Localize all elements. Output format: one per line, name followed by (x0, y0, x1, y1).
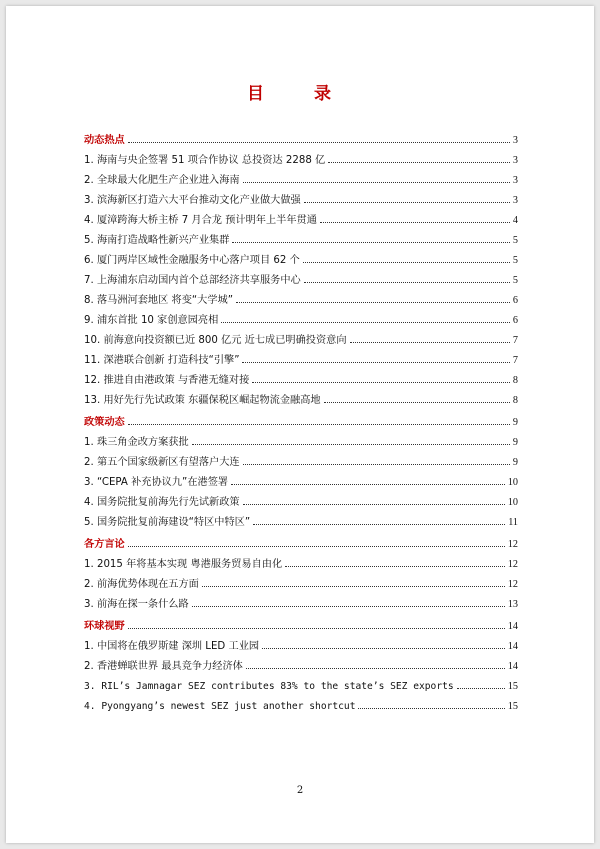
toc-entry-label: 1. 海南与央企签署 51 项合作协议 总投资达 2288 亿 (84, 155, 326, 166)
toc-entry[interactable] (84, 226, 518, 246)
dot-leader (246, 668, 505, 669)
dot-leader (285, 566, 505, 567)
toc-entry-page: 6 (512, 315, 518, 326)
toc-entry-label: 动态热点 (84, 135, 125, 146)
dot-leader (243, 464, 510, 465)
toc-entry[interactable] (84, 146, 518, 166)
toc-entry-label: 4. 国务院批复前海先行先试新政策 (84, 497, 240, 508)
toc-entry[interactable] (84, 488, 518, 508)
dot-leader (242, 362, 509, 363)
toc-entry[interactable] (84, 570, 518, 590)
dot-leader (231, 484, 505, 485)
toc-entry[interactable] (84, 448, 518, 468)
toc-entry-label: 12. 推进自由港政策 与香港无缝对接 (84, 375, 250, 386)
toc-entry[interactable] (84, 286, 518, 306)
table-of-contents (84, 124, 518, 712)
toc-entry[interactable] (84, 326, 518, 346)
toc-entry-page: 9 (512, 457, 518, 468)
page-number: 2 (296, 785, 304, 796)
toc-entry[interactable] (84, 428, 518, 448)
toc-entry-page: 11 (508, 517, 518, 528)
toc-entry[interactable] (84, 632, 518, 652)
dot-leader (128, 546, 505, 547)
toc-entry[interactable] (84, 508, 518, 528)
dot-leader (253, 524, 505, 525)
toc-entry-page: 14 (507, 661, 518, 672)
toc-entry-label: 政策动态 (84, 417, 125, 428)
toc-entry[interactable] (84, 206, 518, 226)
dot-leader (304, 282, 510, 283)
toc-entry-page: 3 (512, 135, 518, 146)
toc-entry-page: 10 (507, 477, 518, 488)
document-page (6, 6, 594, 843)
dot-leader (350, 342, 510, 343)
dot-leader (358, 708, 504, 709)
toc-entry-page: 15 (507, 681, 518, 692)
toc-entry-page: 8 (512, 395, 518, 406)
toc-entry-label: 1. 2015 年将基本实现 粤港服务贸易自由化 (84, 559, 283, 570)
toc-section-heading[interactable] (84, 530, 518, 550)
toc-entry-page: 12 (507, 539, 518, 550)
dot-leader (243, 504, 505, 505)
toc-entry-page: 6 (512, 295, 518, 306)
dot-leader (192, 444, 510, 445)
dot-leader (303, 262, 510, 263)
toc-entry-page: 8 (512, 375, 518, 386)
toc-entry-page: 14 (507, 621, 518, 632)
toc-section-heading[interactable] (84, 612, 518, 632)
toc-entry-label: 3. RIL’s Jamnagar SEZ contributes 83% to the state’s SEZ exports (84, 681, 454, 692)
toc-entry-label: 10. 前海意向投资额已近 800 亿元 近七成已明确投资意向 (84, 335, 347, 346)
toc-entry[interactable] (84, 590, 518, 610)
toc-entry[interactable] (84, 550, 518, 570)
toc-entry-label: 5. 海南打造战略性新兴产业集群 (84, 235, 230, 246)
toc-entry-label: 2. 香港蝉联世界 最具竞争力经济体 (84, 661, 243, 672)
toc-entry-page: 3 (512, 195, 518, 206)
toc-entry-page: 3 (512, 155, 518, 166)
toc-entry-page: 15 (507, 701, 518, 712)
toc-entry-page: 13 (507, 599, 518, 610)
dot-leader (243, 182, 510, 183)
toc-entry-page: 7 (512, 335, 518, 346)
dot-leader (324, 402, 510, 403)
dot-leader (128, 628, 505, 629)
toc-entry-page: 12 (507, 579, 518, 590)
toc-entry-page: 7 (512, 355, 518, 366)
toc-section-heading[interactable] (84, 408, 518, 428)
dot-leader (232, 242, 510, 243)
dot-leader (328, 162, 510, 163)
toc-entry-label: 7. 上海浦东启动国内首个总部经济共享服务中心 (84, 275, 301, 286)
toc-entry-label: 环球视野 (84, 621, 125, 632)
toc-entry[interactable] (84, 306, 518, 326)
toc-entry[interactable] (84, 166, 518, 186)
toc-entry-page: 9 (512, 437, 518, 448)
toc-entry[interactable] (84, 366, 518, 386)
toc-entry-label: 1. 中国将在俄罗斯建 深圳 LED 工业园 (84, 641, 260, 652)
toc-entry[interactable] (84, 266, 518, 286)
toc-entry-page: 10 (507, 497, 518, 508)
toc-entry[interactable] (84, 186, 518, 206)
toc-entry[interactable] (84, 672, 518, 692)
toc-entry-label: 3. 滨海新区打造六大平台推动文化产业做大做强 (84, 195, 301, 206)
toc-entry-label: 4. Pyongyang’s newest SEZ just another shortcut (84, 701, 356, 712)
toc-entry-label: 2. 前海优势体现在五方面 (84, 579, 199, 590)
dot-leader (304, 202, 510, 203)
toc-entry-page: 5 (512, 275, 518, 286)
toc-entry[interactable] (84, 246, 518, 266)
dot-leader (262, 648, 505, 649)
toc-entry-label: 13. 用好先行先试政策 东疆保税区崛起物流金融高地 (84, 395, 321, 406)
page-title: 目 录 (247, 84, 353, 104)
toc-entry-page: 5 (512, 235, 518, 246)
toc-entry-label: 2. 全球最大化肥生产企业进入海南 (84, 175, 240, 186)
toc-entry[interactable] (84, 652, 518, 672)
toc-entry-label: 6. 厦门两岸区域性金融服务中心落户项目 62 个 (84, 255, 300, 266)
toc-entry-label: 3. “CEPA 补充协议九”在港签署 (84, 477, 229, 488)
dot-leader (221, 322, 510, 323)
toc-entry[interactable] (84, 692, 518, 712)
toc-entry[interactable] (84, 386, 518, 406)
dot-leader (202, 586, 505, 587)
toc-entry-page: 3 (512, 175, 518, 186)
dot-leader (192, 606, 505, 607)
toc-entry-label: 5. 国务院批复前海建设“特区中特区” (84, 517, 251, 528)
toc-section-heading[interactable] (84, 126, 518, 146)
toc-entry-label: 11. 深港联合创新 打造科技“引擎” (84, 355, 240, 366)
toc-entry-label: 1. 珠三角金改方案获批 (84, 437, 189, 448)
toc-entry-label: 3. 前海在探一条什么路 (84, 599, 189, 610)
toc-entry-label: 各方言论 (84, 539, 125, 550)
dot-leader (457, 688, 505, 689)
toc-entry-page: 4 (512, 215, 518, 226)
toc-entry-label: 4. 厦漳跨海大桥主桥 7 月合龙 预计明年上半年贯通 (84, 215, 317, 226)
dot-leader (128, 424, 510, 425)
toc-entry[interactable] (84, 346, 518, 366)
dot-leader (320, 222, 510, 223)
dot-leader (236, 302, 510, 303)
toc-entry-page: 12 (507, 559, 518, 570)
toc-entry-page: 14 (507, 641, 518, 652)
dot-leader (252, 382, 510, 383)
dot-leader (128, 142, 510, 143)
toc-entry-label: 9. 浦东首批 10 家创意园亮相 (84, 315, 219, 326)
toc-entry-page: 9 (512, 417, 518, 428)
toc-entry-page: 5 (512, 255, 518, 266)
toc-entry[interactable] (84, 468, 518, 488)
toc-entry-label: 2. 第五个国家级新区有望落户大连 (84, 457, 240, 468)
toc-entry-label: 8. 落马洲河套地区 将变“大学城” (84, 295, 234, 306)
